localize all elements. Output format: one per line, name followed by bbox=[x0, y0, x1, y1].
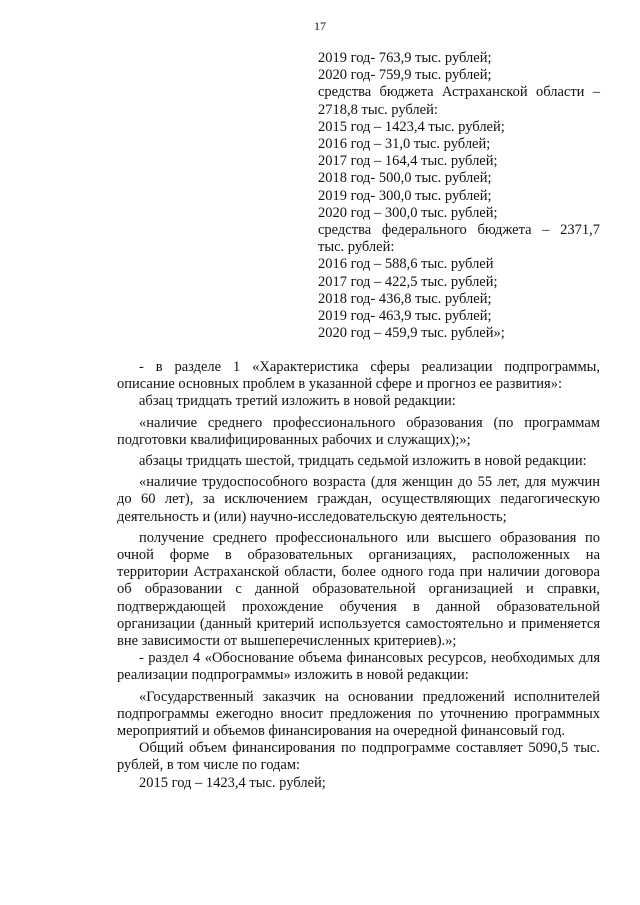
amendment-paragraph: - раздел 4 «Обоснование объема финансовых ресурсов, необходимых для реализации подпрограммы» изложить в новой редакции: bbox=[117, 650, 600, 684]
funding-line: 2017 год – 164,4 тыс. рублей; bbox=[318, 153, 498, 170]
funding-source-federal: средства федерального бюджета – 2371,7 тыс. рублей: bbox=[318, 222, 600, 256]
document-body bbox=[117, 359, 600, 792]
funding-source-regional: средства бюджета Астраханской области – 2718,8 тыс. рублей: bbox=[318, 84, 600, 118]
quoted-paragraph: «наличие среднего профессионального образования (по программам подготовки квалифицированных рабочих и служащих);»; bbox=[117, 414, 600, 448]
amendment-paragraph: абзацы тридцать шестой, тридцать седьмой изложить в новой редакции: bbox=[139, 453, 587, 470]
funding-breakdown-list bbox=[318, 50, 600, 342]
quoted-paragraph: получение среднего профессионального или высшего образования по очной форме в образовательных организациях, расположенных на территории Астраханской области, более одного года при наличии договора об образовании с данной образовательной организацией и справки, подтверждающей прохождение обучения в данной образовательной организации (данный критерий используется самостоятельно и применяется вне зависимости от вышеперечисленных критериев).»; bbox=[117, 529, 600, 650]
funding-line: 2018 год- 436,8 тыс. рублей; bbox=[318, 290, 492, 307]
funding-year-line: 2015 год – 1423,4 тыс. рублей; bbox=[139, 774, 326, 791]
funding-line: 2016 год – 588,6 тыс. рублей bbox=[318, 256, 494, 273]
funding-line: 2017 год – 422,5 тыс. рублей; bbox=[318, 273, 498, 290]
amendment-paragraph: - в разделе 1 «Характеристика сферы реализации подпрограммы, описание основных проблем в указанной сфере и прогноз ее развития»: bbox=[117, 359, 600, 393]
funding-line: 2020 год – 300,0 тыс. рублей; bbox=[318, 204, 498, 221]
quoted-paragraph: «Государственный заказчик на основании предложений исполнителей подпрограммы ежегодно вносит предложения по уточнению программных мероприятий и объемов финансирования на очередной финансовый год. bbox=[117, 688, 600, 740]
funding-line: 2019 год- 300,0 тыс. рублей; bbox=[318, 187, 492, 204]
funding-line: 2020 год – 459,9 тыс. рублей»; bbox=[318, 325, 505, 342]
funding-line: 2019 год- 463,9 тыс. рублей; bbox=[318, 308, 492, 325]
amendment-paragraph: абзац тридцать третий изложить в новой редакции: bbox=[139, 393, 456, 410]
funding-line: 2018 год- 500,0 тыс. рублей; bbox=[318, 170, 492, 187]
page-number: 17 bbox=[314, 19, 326, 33]
quoted-paragraph: «наличие трудоспособного возраста (для женщин до 55 лет, для мужчин до 60 лет), за исключением граждан, осуществляющих педагогическую деятельность и (или) научно-исследовательскую деятельность; bbox=[117, 474, 600, 525]
quoted-paragraph: Общий объем финансирования по подпрограмме составляет 5090,5 тыс. рублей, в том числе по годам: bbox=[117, 740, 600, 774]
funding-line: 2016 год – 31,0 тыс. рублей; bbox=[318, 136, 491, 153]
funding-line: 2015 год – 1423,4 тыс. рублей; bbox=[318, 118, 505, 135]
funding-line: 2019 год- 763,9 тыс. рублей; bbox=[318, 50, 492, 66]
funding-line: 2020 год- 759,9 тыс. рублей; bbox=[318, 67, 492, 84]
